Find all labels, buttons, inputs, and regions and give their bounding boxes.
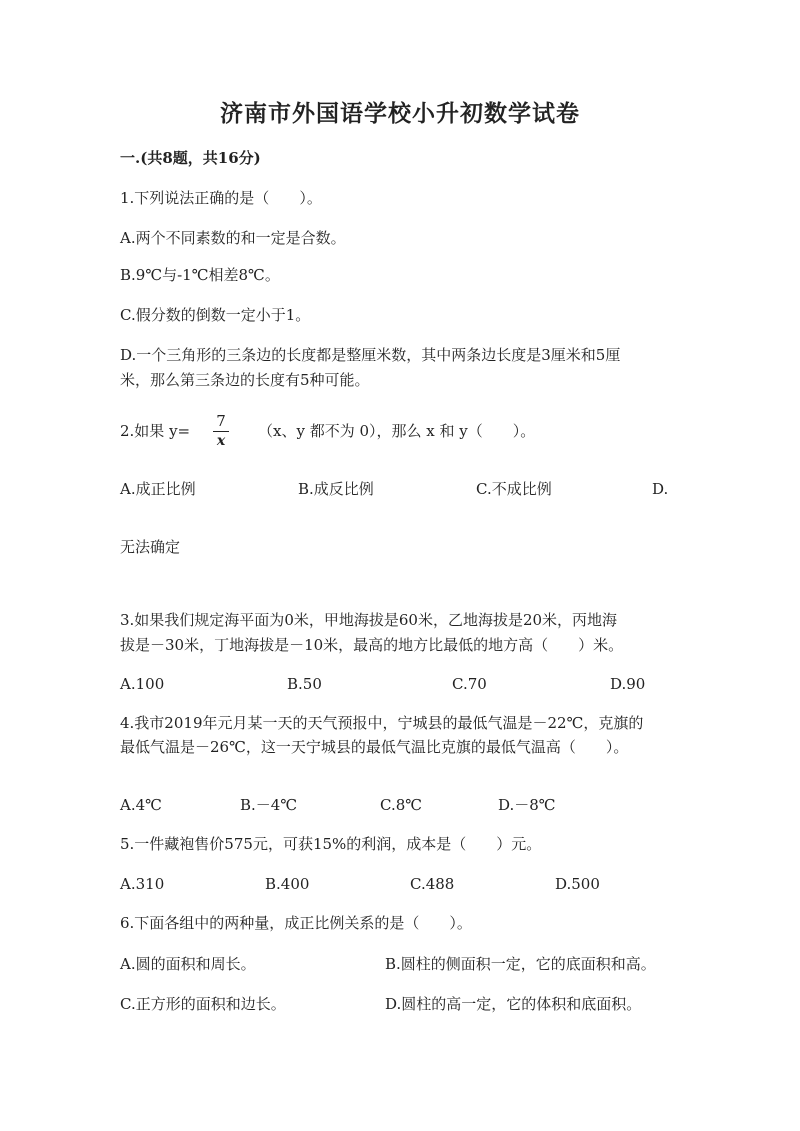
q5-option-d: D.500 <box>555 875 600 893</box>
q4-option-d: D.－8℃ <box>498 796 556 814</box>
q4-option-b: B.－4℃ <box>240 796 298 814</box>
q6-option-c: C.正方形的面积和边长。 <box>120 995 286 1013</box>
section-heading: 一.(共8题，共16分) <box>120 149 261 167</box>
q6-option-a: A.圆的面积和周长。 <box>120 955 256 973</box>
q3-option-b: B.50 <box>287 675 322 693</box>
q2-stem-prefix: 2.如果 y= <box>120 422 191 440</box>
q4-stem-line2: 最低气温是－26℃，这一天宁城县的最低气温比克旗的最低气温高（ ）。 <box>120 738 629 756</box>
q3-option-a: A.100 <box>120 675 165 693</box>
q6-option-b: B.圆柱的侧面积一定，它的底面积和高。 <box>385 955 656 973</box>
q3-stem-line2: 拔是－30米，丁地海拔是－10米，最高的地方比最低的地方高（ ）米。 <box>120 636 624 654</box>
q1-stem: 1.下列说法正确的是（ ）。 <box>120 189 322 207</box>
q5-stem: 5.一件藏袍售价575元，可获15%的利润，成本是（ ）元。 <box>120 835 542 853</box>
q1-option-a: A.两个不同素数的和一定是合数。 <box>120 229 346 247</box>
q6-stem: 6.下面各组中的两种量，成正比例关系的是（ ）。 <box>120 914 472 932</box>
q4-option-a: A.4℃ <box>120 796 162 814</box>
q2-fraction <box>212 412 230 449</box>
q4-stem-line1: 4.我市2019年元月某一天的天气预报中，宁城县的最低气温是－22℃，克旗的 <box>120 714 644 732</box>
q1-option-b: B.9℃与-1℃相差8℃。 <box>120 266 280 284</box>
q3-option-c: C.70 <box>452 675 487 693</box>
q4-option-c: C.8℃ <box>380 796 423 814</box>
q2-fraction-denominator: x <box>216 433 226 449</box>
q3-stem-line1: 3.如果我们规定海平面为0米，甲地海拔是60米，乙地海拔是20米，丙地海 <box>120 611 618 629</box>
q2-fraction-bar <box>213 431 229 432</box>
q3-option-d: D.90 <box>610 675 646 693</box>
q2-option-d: D. <box>652 480 669 498</box>
q5-option-b: B.400 <box>265 875 310 893</box>
q1-option-d-line2: 米，那么第三条边的长度有5种可能。 <box>120 371 370 389</box>
q2-stem-suffix: （x、y 都不为 0），那么 x 和 y（ ）。 <box>258 422 536 440</box>
q6-option-d: D.圆柱的高一定，它的体积和底面积。 <box>385 995 642 1013</box>
q2-fraction-numerator: 7 <box>216 412 226 430</box>
q2-option-b: B.成反比例 <box>298 480 374 498</box>
q5-option-c: C.488 <box>410 875 455 893</box>
q1-option-c: C.假分数的倒数一定小于1。 <box>120 306 311 324</box>
q2-option-c: C.不成比例 <box>476 480 552 498</box>
q5-option-a: A.310 <box>120 875 165 893</box>
page-title: 济南市外国语学校小升初数学试卷 <box>220 100 580 127</box>
q2-option-a: A.成正比例 <box>120 480 196 498</box>
q2-option-d-text: 无法确定 <box>120 538 181 556</box>
q1-option-d-line1: D.一个三角形的三条边的长度都是整厘米数，其中两条边长度是3厘米和5厘 <box>120 346 621 364</box>
